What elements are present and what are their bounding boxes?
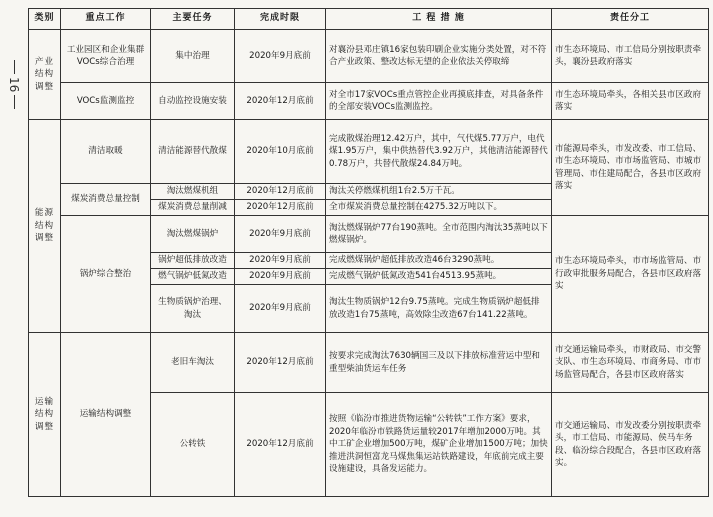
measure-cell: 全市煤炭消费总量控制在4275.32万吨以下。 xyxy=(326,200,552,216)
focus-cell: VOCs监测监控 xyxy=(61,83,151,120)
measure-cell: 淘汰关停燃煤机组1台2.5万千瓦。 xyxy=(326,184,552,200)
deadline-cell: 2020年12月底前 xyxy=(235,184,326,200)
focus-cell: 煤炭消费总量控制 xyxy=(61,184,151,216)
deadline-cell: 2020年12月底前 xyxy=(235,200,326,216)
deadline-cell: 2020年10月底前 xyxy=(235,120,326,184)
measure-cell: 对全市17家VOCs重点管控企业再摸底排查，对具备条件的全部安装VOCs监测监控。 xyxy=(326,83,552,120)
task-cell: 集中治理 xyxy=(151,30,235,83)
table-row xyxy=(29,333,709,393)
deadline-cell: 2020年9月底前 xyxy=(235,269,326,285)
deadline-cell: 2020年9月底前 xyxy=(235,285,326,333)
table-row xyxy=(29,120,709,184)
task-table xyxy=(28,8,709,497)
task-cell: 锅炉超低排放改造 xyxy=(151,253,235,269)
responsibility-cell: 市能源局牵头，市发改委、市工信局、市生态环境局、市市场监管局、市城市管理局、市住建局配合，各县市区政府落实 xyxy=(552,120,709,216)
measure-cell: 对襄汾县邓庄镇16家包装印刷企业实施分类处置，对不符合产业政策、整改达标无望的企业依法关停取缔 xyxy=(326,30,552,83)
responsibility-cell: 市生态环境局、市工信局分别按职责牵头，襄汾县政府落实 xyxy=(552,30,709,83)
focus-cell: 运输结构调整 xyxy=(61,333,151,497)
deadline-cell: 2020年12月底前 xyxy=(235,333,326,393)
table-header-row xyxy=(29,9,709,30)
measure-cell: 淘汰燃煤锅炉77台190蒸吨。全市范围内淘汰35蒸吨以下燃煤锅炉。 xyxy=(326,216,552,253)
measure-cell: 完成燃煤锅炉超低排放改造46台3290蒸吨。 xyxy=(326,253,552,269)
task-cell: 公转铁 xyxy=(151,393,235,497)
task-cell: 老旧车淘汰 xyxy=(151,333,235,393)
table-row xyxy=(29,83,709,120)
measure-cell: 淘汰生物质锅炉12台9.75蒸吨。完成生物质锅炉超低排放改造1台75蒸吨，高效除尘改造67台141.22蒸吨。 xyxy=(326,285,552,333)
header-focus: 重点工作 xyxy=(61,9,151,30)
category-cell: 运输结构调整 xyxy=(29,333,61,497)
table-row xyxy=(29,30,709,83)
page-number: 16 xyxy=(6,60,22,109)
deadline-cell: 2020年12月底前 xyxy=(235,393,326,497)
header-category: 类别 xyxy=(29,9,61,30)
deadline-cell: 2020年9月底前 xyxy=(235,216,326,253)
task-cell: 淘汰燃煤机组 xyxy=(151,184,235,200)
header-deadline: 完成时限 xyxy=(235,9,326,30)
task-cell: 清洁能源替代散煤 xyxy=(151,120,235,184)
responsibility-cell: 市交通运输局、市发改委分别按职责牵头，市工信局、市能源局、侯马车务段、临汾综合段配合，各县市区政府落实。 xyxy=(552,393,709,497)
measure-cell: 完成燃气锅炉低氮改造541台4513.95蒸吨。 xyxy=(326,269,552,285)
task-cell: 煤炭消费总量削减 xyxy=(151,200,235,216)
deadline-cell: 2020年12月底前 xyxy=(235,83,326,120)
header-measures: 工 程 措 施 xyxy=(326,9,552,30)
deadline-cell: 2020年9月底前 xyxy=(235,30,326,83)
category-cell: 产业结构调整 xyxy=(29,30,61,120)
header-responsibility: 责任分工 xyxy=(552,9,709,30)
measure-cell: 按要求完成淘汰7630辆国三及以下排放标准营运中型和重型柴油货运车任务 xyxy=(326,333,552,393)
task-cell: 自动监控设施安装 xyxy=(151,83,235,120)
header-task: 主要任务 xyxy=(151,9,235,30)
measure-cell: 按照《临汾市推进货物运输“公转铁”工作方案》要求，2020年临汾市铁路货运量较2017年增加2000万吨。其中工矿企业增加500万吨，煤矿企业增加1500万吨；加快推进洪洞恒富龙马煤焦集运站铁路建设，年底前完成主要设施建设，具备发运能力。 xyxy=(326,393,552,497)
responsibility-cell: 市生态环境局牵头，各相关县市区政府落实 xyxy=(552,83,709,120)
task-cell: 生物质锅炉治理、淘汰 xyxy=(151,285,235,333)
task-cell: 燃气锅炉低氮改造 xyxy=(151,269,235,285)
focus-cell: 锅炉综合整治 xyxy=(61,216,151,333)
category-cell: 能源结构调整 xyxy=(29,120,61,333)
focus-cell: 清洁取暖 xyxy=(61,120,151,184)
responsibility-cell: 市生态环境局牵头，市市场监管局、市行政审批服务局配合，各县市区政府落实 xyxy=(552,216,709,333)
measure-cell: 完成散煤治理12.42万户，其中，气代煤5.77万户，电代煤1.95万户，集中供热替代3.92万户，其他清洁能源替代0.78万户，共替代散煤24.84万吨。 xyxy=(326,120,552,184)
table-row xyxy=(29,216,709,253)
focus-cell: 工业园区和企业集群VOCs综合治理 xyxy=(61,30,151,83)
deadline-cell: 2020年9月底前 xyxy=(235,253,326,269)
responsibility-cell: 市交通运输局牵头，市财政局、市交警支队、市生态环境局、市商务局、市市场监管局配合，各县市区政府落实 xyxy=(552,333,709,393)
task-cell: 淘汰燃煤锅炉 xyxy=(151,216,235,253)
